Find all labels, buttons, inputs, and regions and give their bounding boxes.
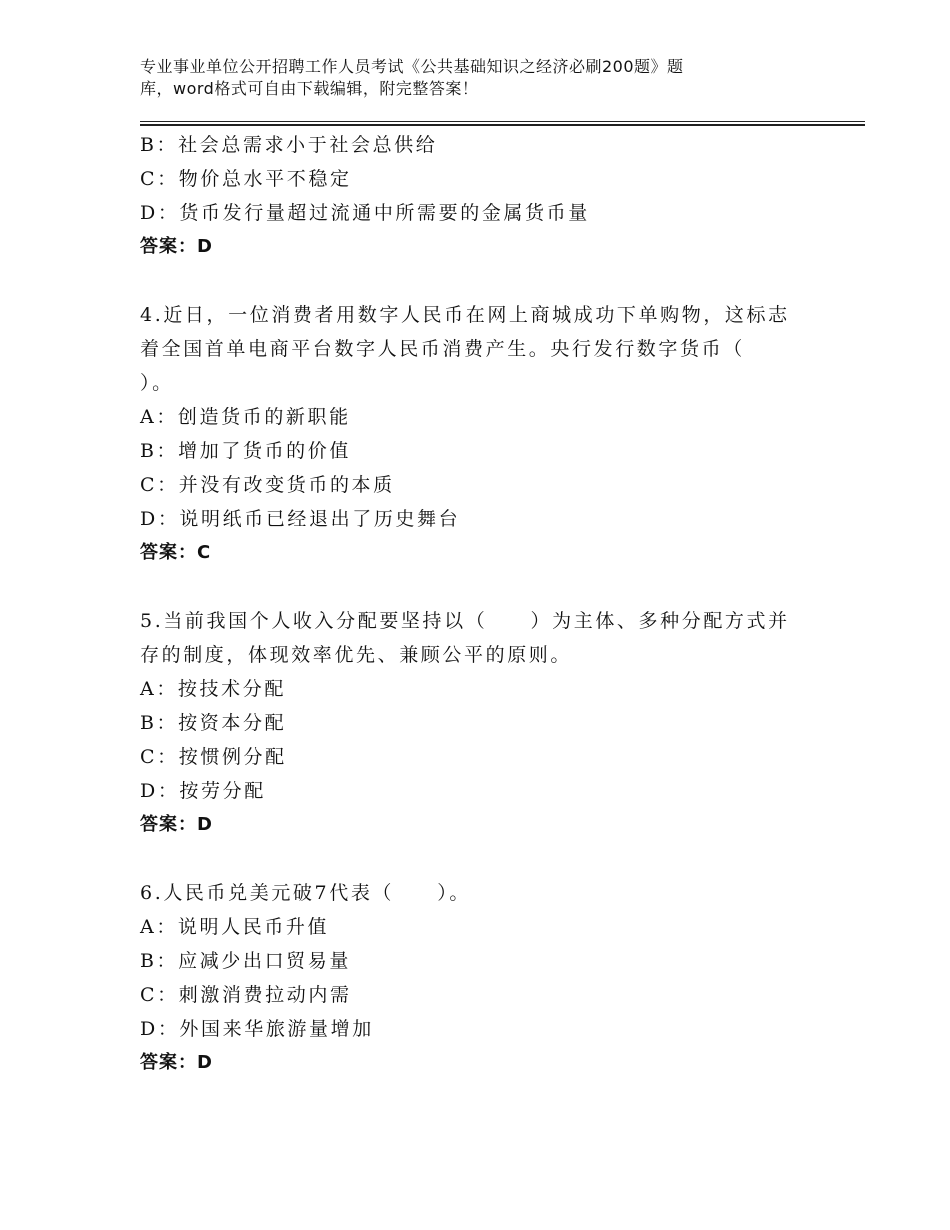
header-line-1: 专业事业单位公开招聘工作人员考试《公共基础知识之经济必刷200题》题 (140, 57, 684, 76)
question-stem-line: 着全国首单电商平台数字人民币消费产生。央行发行数字货币（ (140, 338, 745, 360)
option-c: C：按惯例分配 (140, 746, 287, 768)
option-b: B：应减少出口贸易量 (140, 950, 351, 972)
question-stem-line: 5.当前我国个人收入分配要坚持以（ ）为主体、多种分配方式并 (140, 610, 790, 632)
question-stem-line: ）。 (140, 372, 174, 394)
option-c: C：并没有改变货币的本质 (140, 474, 395, 496)
header-rule-thin (140, 121, 865, 122)
question-stem-line: 存的制度，体现效率优先、兼顾公平的原则。 (140, 644, 573, 666)
option-d: D：货币发行量超过流通中所需要的金属货币量 (140, 202, 590, 224)
spacer (140, 842, 840, 876)
spacer (140, 264, 840, 298)
option-d: D：外国来华旅游量增加 (140, 1018, 374, 1040)
option-b: B：增加了货币的价值 (140, 440, 351, 462)
answer-line: 答案：D (140, 1052, 213, 1073)
header-line-2: 库，word格式可自由下载编辑，附完整答案！ (140, 79, 479, 98)
header-rule-thick (140, 124, 865, 126)
option-a: A：创造货币的新职能 (140, 406, 351, 428)
question-stem-line: 6.人民币兑美元破7代表（ ）。 (140, 882, 471, 904)
option-c: C：刺激消费拉动内需 (140, 984, 352, 1006)
spacer (140, 570, 840, 604)
document-header (140, 56, 820, 100)
answer-line: 答案：C (140, 542, 212, 563)
question-list (140, 128, 840, 1080)
question-3-tail (140, 128, 840, 264)
answer-line: 答案：D (140, 814, 213, 835)
option-c: C：物价总水平不稳定 (140, 168, 352, 190)
option-b: B：按资本分配 (140, 712, 287, 734)
question-5 (140, 604, 840, 842)
option-b: B：社会总需求小于社会总供给 (140, 134, 438, 156)
option-a: A：按技术分配 (140, 678, 286, 700)
option-a: A：说明人民币升值 (140, 916, 330, 938)
option-d: D：按劳分配 (140, 780, 266, 802)
option-d: D：说明纸币已经退出了历史舞台 (140, 508, 461, 530)
answer-line: 答案：D (140, 236, 213, 257)
question-stem-line: 4.近日，一位消费者用数字人民币在网上商城成功下单购物，这标志 (140, 304, 790, 326)
question-6 (140, 876, 840, 1080)
question-4 (140, 298, 840, 570)
